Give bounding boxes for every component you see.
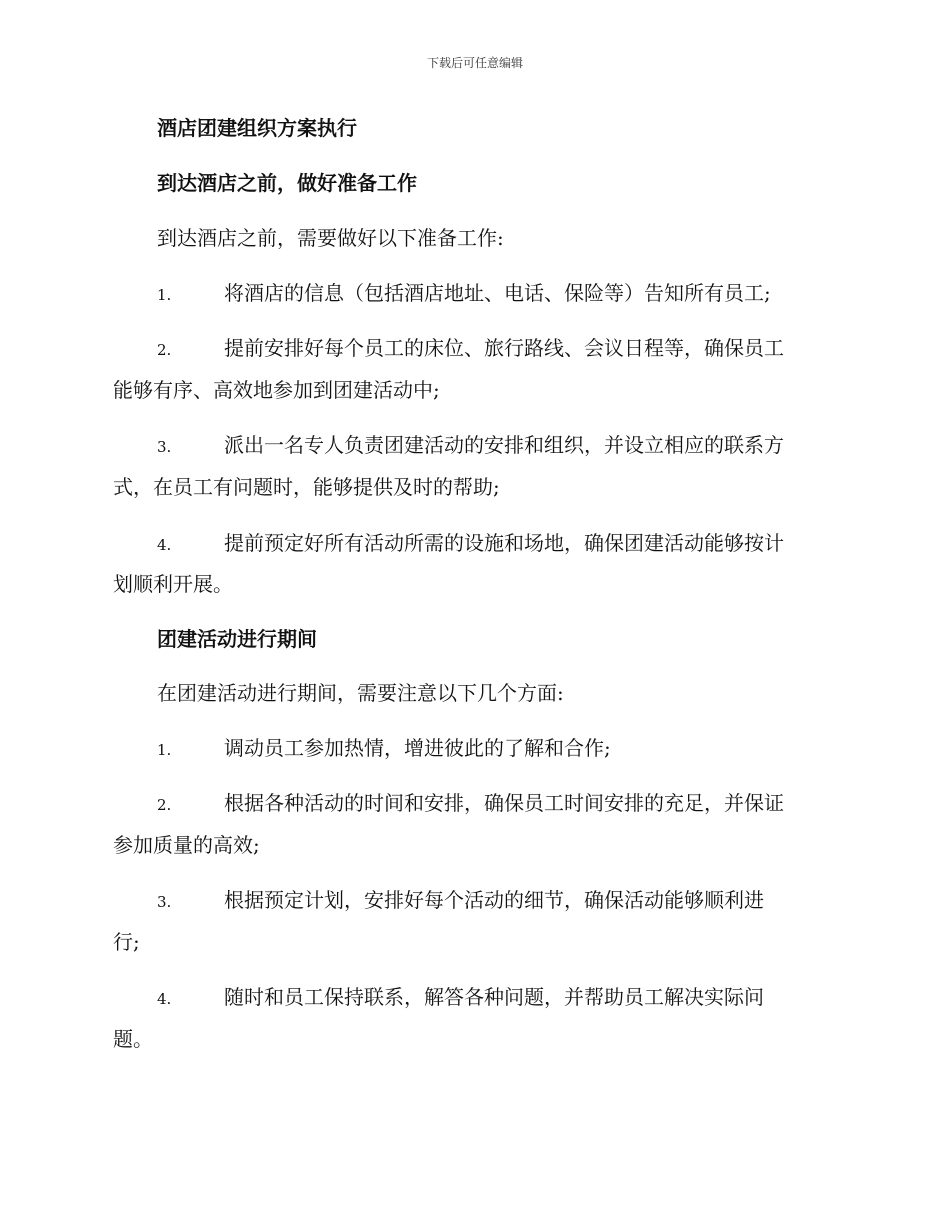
section2-intro: 在团建活动进行期间，需要注意以下几个方面: bbox=[157, 681, 564, 705]
list-item-text: 提前安排好每个员工的床位、旅行路线、会议日程等，确保员工 bbox=[224, 336, 784, 360]
list-item-text: 调动员工参加热情，增进彼此的了解和合作; bbox=[224, 736, 611, 760]
section1-intro: 到达酒店之前，需要做好以下准备工作: bbox=[157, 226, 504, 250]
list-item-text: 提前预定好所有活动所需的设施和场地，确保团建活动能够按计 bbox=[224, 531, 784, 555]
list-item-number: 3. bbox=[157, 893, 172, 911]
list-item-text-continued: 题。 bbox=[113, 1027, 153, 1051]
list-item-text-continued: 行; bbox=[113, 930, 140, 954]
list-item-text: 根据预定计划，安排好每个活动的细节，确保活动能够顺利进 bbox=[224, 888, 764, 912]
list-item-text-continued: 能够有序、高效地参加到团建活动中; bbox=[113, 378, 440, 402]
document-title: 酒店团建组织方案执行 bbox=[157, 116, 357, 140]
list-item-text: 派出一名专人负责团建活动的安排和组织，并设立相应的联系方 bbox=[224, 433, 784, 457]
list-item-number: 4. bbox=[157, 536, 172, 554]
list-item-text: 根据各种活动的时间和安排，确保员工时间安排的充足，并保证 bbox=[224, 791, 784, 815]
list-item-number: 3. bbox=[157, 438, 172, 456]
list-item-text: 将酒店的信息（包括酒店地址、电话、保险等）告知所有员工; bbox=[224, 281, 771, 305]
list-item-number: 2. bbox=[157, 341, 172, 359]
list-item-text-continued: 参加质量的高效; bbox=[113, 833, 260, 857]
list-item-number: 4. bbox=[157, 990, 172, 1008]
list-item-text-continued: 划顺利开展。 bbox=[113, 572, 233, 596]
list-item-text-continued: 式，在员工有问题时，能够提供及时的帮助; bbox=[113, 475, 500, 499]
section1-heading: 到达酒店之前，做好准备工作 bbox=[157, 171, 417, 195]
list-item-number: 2. bbox=[157, 796, 172, 814]
list-item-number: 1. bbox=[157, 286, 172, 304]
list-item-text: 随时和员工保持联系，解答各种问题，并帮助员工解决实际问 bbox=[224, 985, 764, 1009]
section2-heading: 团建活动进行期间 bbox=[157, 627, 317, 651]
page-header-note: 下载后可任意编辑 bbox=[426, 56, 523, 70]
list-item-number: 1. bbox=[157, 741, 172, 759]
